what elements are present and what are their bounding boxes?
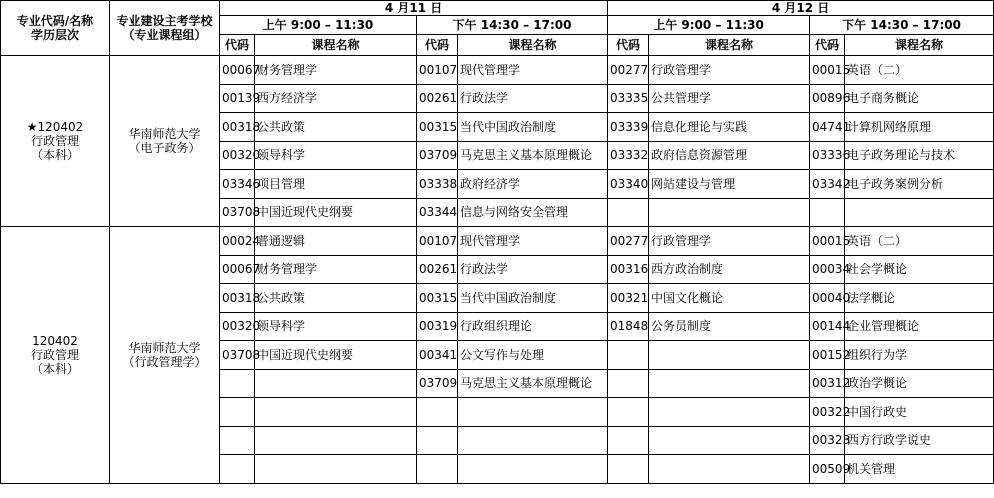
header-code: 代码 — [417, 35, 458, 56]
course-code: 03344 — [417, 198, 458, 227]
course-code — [220, 369, 255, 398]
course-name: 信息化理论与实践 — [649, 113, 810, 142]
course-name — [255, 398, 417, 427]
school-line: 华南师范大学 — [128, 127, 201, 141]
course-name: 政府经济学 — [458, 170, 608, 199]
course-name: 马克思主义基本原理概论 — [458, 369, 608, 398]
course-name: 领导科学 — [255, 312, 417, 341]
course-code: 00277 — [608, 227, 649, 256]
course-name: 行政管理学 — [649, 227, 810, 256]
course-name — [649, 198, 810, 227]
course-code — [220, 426, 255, 455]
course-name: 西方经济学 — [255, 84, 417, 113]
table-row — [1, 227, 994, 256]
course-code: 00034 — [810, 255, 845, 284]
course-code: 00315 — [417, 284, 458, 313]
course-name — [649, 398, 810, 427]
course-name: 项目管理 — [255, 170, 417, 199]
header-major — [1, 1, 110, 56]
school-cell — [110, 227, 220, 484]
header-school-line1: 专业建设主考学校 — [116, 14, 213, 28]
course-code: 03335 — [608, 84, 649, 113]
course-name: 信息与网络安全管理 — [458, 198, 608, 227]
course-name: 公共管理学 — [649, 84, 810, 113]
header-school — [110, 1, 220, 56]
course-name: 现代管理学 — [458, 227, 608, 256]
course-name: 英语（二） — [845, 227, 994, 256]
course-code — [608, 369, 649, 398]
course-name: 社会学概论 — [845, 255, 994, 284]
major-line: 120402 — [32, 333, 78, 348]
course-name: 行政法学 — [458, 84, 608, 113]
course-name — [649, 369, 810, 398]
header-course: 课程名称 — [649, 35, 810, 56]
course-code: 03709 — [417, 141, 458, 170]
course-name — [255, 455, 417, 484]
course-name: 当代中国政治制度 — [458, 113, 608, 142]
table-body — [1, 56, 994, 484]
header-code: 代码 — [608, 35, 649, 56]
course-code: 00321 — [608, 284, 649, 313]
course-code: 03342 — [810, 170, 845, 199]
course-name: 中国文化概论 — [649, 284, 810, 313]
course-code — [417, 455, 458, 484]
course-code: 00896 — [810, 84, 845, 113]
header-school-line2: （专业课程组） — [122, 28, 207, 42]
course-name — [255, 426, 417, 455]
course-name: 中国行政史 — [845, 398, 994, 427]
course-code: 03340 — [608, 170, 649, 199]
course-name: 电子商务概论 — [845, 84, 994, 113]
header-course: 课程名称 — [255, 35, 417, 56]
header-major-line2: 学历层次 — [30, 28, 79, 42]
header-course: 课程名称 — [458, 35, 608, 56]
course-name — [458, 398, 608, 427]
course-name: 企业管理概论 — [845, 312, 994, 341]
course-code: 03708 — [220, 198, 255, 227]
course-code: 00322 — [810, 398, 845, 427]
course-code: 00139 — [220, 84, 255, 113]
course-name — [649, 426, 810, 455]
course-name — [255, 369, 417, 398]
course-code: 00024 — [220, 227, 255, 256]
header-day1: 4 月11 日 — [220, 1, 608, 16]
course-name: 公务员制度 — [649, 312, 810, 341]
course-code: 00277 — [608, 56, 649, 85]
course-code: 03338 — [417, 170, 458, 199]
course-name: 机关管理 — [845, 455, 994, 484]
course-code: 03336 — [810, 141, 845, 170]
course-code: 00152 — [810, 341, 845, 370]
course-name: 现代管理学 — [458, 56, 608, 85]
course-code — [608, 341, 649, 370]
course-code: 00261 — [417, 84, 458, 113]
course-code: 03332 — [608, 141, 649, 170]
course-name: 当代中国政治制度 — [458, 284, 608, 313]
major-cell — [1, 56, 110, 227]
course-code — [608, 455, 649, 484]
course-code: 01848 — [608, 312, 649, 341]
course-name: 西方行政学说史 — [845, 426, 994, 455]
course-name: 行政组织理论 — [458, 312, 608, 341]
course-code: 00261 — [417, 255, 458, 284]
course-name — [845, 198, 994, 227]
course-name: 公共政策 — [255, 113, 417, 142]
course-code: 00107 — [417, 56, 458, 85]
course-code: 00341 — [417, 341, 458, 370]
course-code: 00067 — [220, 255, 255, 284]
course-code — [417, 426, 458, 455]
course-name: 财务管理学 — [255, 255, 417, 284]
course-name: 财务管理学 — [255, 56, 417, 85]
course-code: 00067 — [220, 56, 255, 85]
course-name: 组织行为学 — [845, 341, 994, 370]
course-name: 电子政务理论与技术 — [845, 141, 994, 170]
course-code: 00316 — [608, 255, 649, 284]
course-name — [649, 455, 810, 484]
course-code: 03708 — [220, 341, 255, 370]
major-line: （本科） — [30, 361, 79, 376]
course-name: 政治学概论 — [845, 369, 994, 398]
course-name: 公共政策 — [255, 284, 417, 313]
header-day2-am: 上午 9:00 – 11:30 — [608, 16, 810, 35]
course-code: 04741 — [810, 113, 845, 142]
header-day2-pm: 下午 14:30 – 17:00 — [810, 16, 994, 35]
course-code: 00319 — [417, 312, 458, 341]
major-line: （本科） — [30, 148, 79, 162]
header-day1-am: 上午 9:00 – 11:30 — [220, 16, 417, 35]
course-name: 普通逻辑 — [255, 227, 417, 256]
course-name — [649, 341, 810, 370]
header-code: 代码 — [220, 35, 255, 56]
table-row — [1, 56, 994, 85]
school-line: （电子政务） — [128, 141, 201, 155]
course-code: 00320 — [220, 141, 255, 170]
course-name: 政府信息资源管理 — [649, 141, 810, 170]
course-name: 中国近现代史纲要 — [255, 341, 417, 370]
course-code: 00107 — [417, 227, 458, 256]
table-header — [1, 1, 994, 56]
header-day1-pm: 下午 14:30 – 17:00 — [417, 16, 608, 35]
course-name: 计算机网络原理 — [845, 113, 994, 142]
course-name: 中国近现代史纲要 — [255, 198, 417, 227]
major-line: ★120402 — [26, 120, 84, 134]
course-code: 00323 — [810, 426, 845, 455]
major-line: 行政管理 — [30, 134, 79, 148]
course-code: 03339 — [608, 113, 649, 142]
course-name: 行政管理学 — [649, 56, 810, 85]
course-name: 法学概论 — [845, 284, 994, 313]
course-code: 00015 — [810, 56, 845, 85]
course-name: 西方政治制度 — [649, 255, 810, 284]
course-code: 00320 — [220, 312, 255, 341]
course-name: 电子政务案例分析 — [845, 170, 994, 199]
course-name — [458, 455, 608, 484]
course-code: 00509 — [810, 455, 845, 484]
header-major-line1: 专业代码/名称 — [16, 14, 94, 28]
course-code — [810, 198, 845, 227]
school-cell — [110, 56, 220, 227]
course-code: 00318 — [220, 284, 255, 313]
course-name — [458, 426, 608, 455]
course-name: 公文写作与处理 — [458, 341, 608, 370]
header-course: 课程名称 — [845, 35, 994, 56]
course-code — [220, 455, 255, 484]
major-line: 行政管理 — [30, 347, 79, 362]
school-line: （行政管理学） — [122, 354, 207, 369]
course-code — [608, 426, 649, 455]
major-cell — [1, 227, 110, 484]
course-code: 00318 — [220, 113, 255, 142]
school-line: 华南师范大学 — [128, 340, 201, 355]
course-code: 00015 — [810, 227, 845, 256]
course-name: 行政法学 — [458, 255, 608, 284]
course-name: 马克思主义基本原理概论 — [458, 141, 608, 170]
course-code — [608, 198, 649, 227]
course-code — [608, 398, 649, 427]
course-name: 领导科学 — [255, 141, 417, 170]
course-name: 英语（二） — [845, 56, 994, 85]
course-code: 00040 — [810, 284, 845, 313]
course-code: 00312 — [810, 369, 845, 398]
course-code: 00315 — [417, 113, 458, 142]
course-code: 03346 — [220, 170, 255, 199]
course-name: 网站建设与管理 — [649, 170, 810, 199]
header-day2: 4 月12 日 — [608, 1, 994, 16]
course-code: 00144 — [810, 312, 845, 341]
header-code: 代码 — [810, 35, 845, 56]
course-code: 03709 — [417, 369, 458, 398]
course-code — [220, 398, 255, 427]
course-code — [417, 398, 458, 427]
